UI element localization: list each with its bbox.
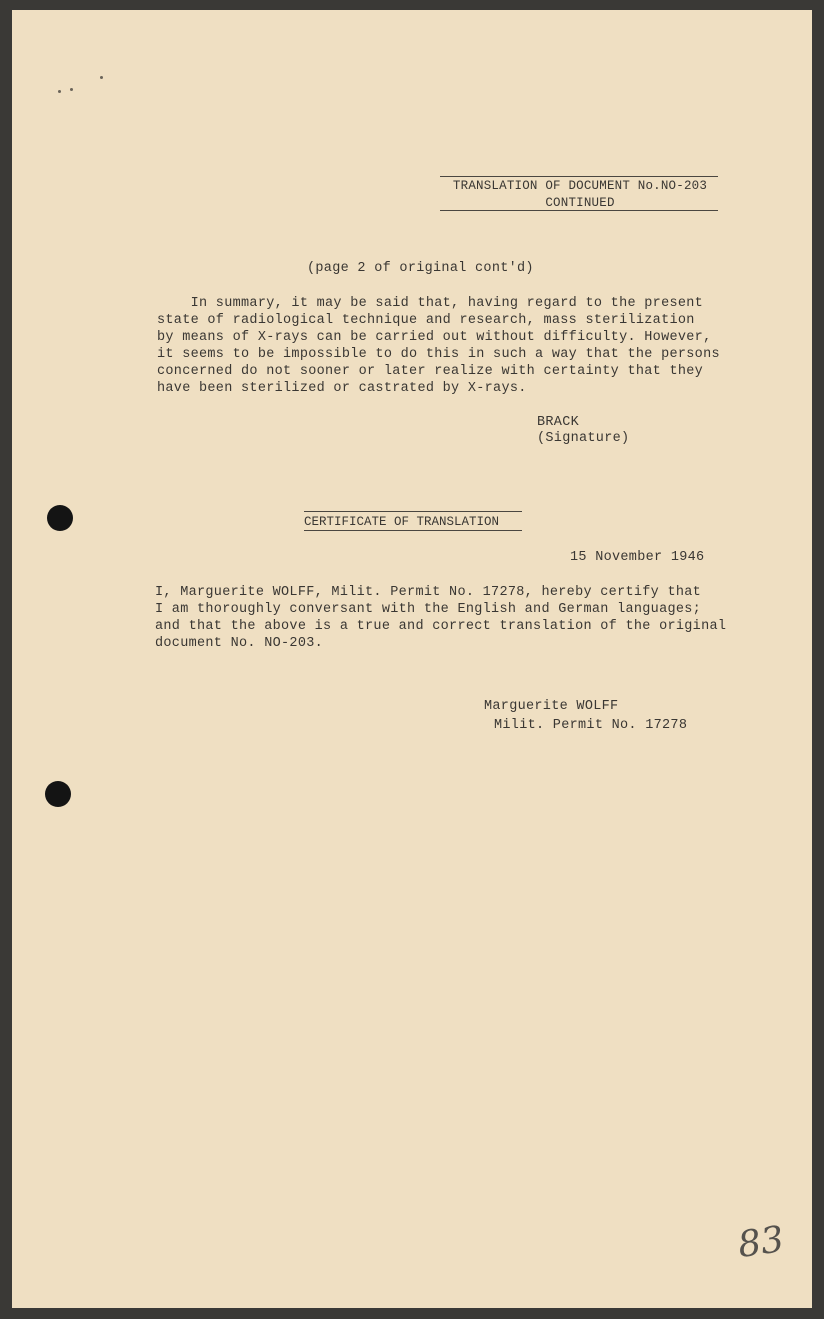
certificate-line: I, Marguerite WOLFF, Milit. Permit No. 17278, hereby certify that: [155, 585, 702, 600]
page-number: 83: [735, 1219, 787, 1266]
certificate-line: and that the above is a true and correct translation of the original: [155, 619, 727, 634]
hole-punch: [45, 781, 71, 807]
document-title: TRANSLATION OF DOCUMENT No.NO-203: [452, 179, 708, 193]
certificate-date: 15 November 1946: [570, 550, 705, 565]
body-line: state of radiological technique and research, mass sterilization: [157, 313, 695, 328]
page-note: (page 2 of original cont'd): [307, 261, 534, 276]
paper-speck: [70, 88, 73, 91]
header-rule-top: [440, 176, 718, 177]
signature-label: (Signature): [537, 431, 630, 446]
certificate-line: I am thoroughly conversant with the English and German languages;: [155, 602, 702, 617]
signature-name: BRACK: [537, 415, 580, 430]
certificate-line: document No. NO-203.: [155, 636, 324, 651]
body-line: In summary, it may be said that, having regard to the present: [157, 296, 704, 311]
translator-name: Marguerite WOLFF: [484, 699, 619, 714]
paper-speck: [58, 90, 61, 93]
body-line: concerned do not sooner or later realize with certainty that they: [157, 364, 704, 379]
certificate-title: CERTIFICATE OF TRANSLATION: [304, 515, 500, 529]
certificate-rule-top: [304, 511, 522, 512]
paper-speck: [100, 76, 103, 79]
hole-punch: [47, 505, 73, 531]
body-line: have been sterilized or castrated by X-rays.: [157, 381, 527, 396]
translator-permit: Milit. Permit No. 17278: [494, 718, 688, 733]
body-line: it seems to be impossible to do this in such a way that the persons: [157, 347, 720, 362]
document-page: [12, 10, 812, 1308]
body-line: by means of X-rays can be carried out without difficulty. However,: [157, 330, 712, 345]
header-rule-bottom: [440, 210, 718, 211]
certificate-rule-bottom: [304, 530, 522, 531]
document-subtitle: CONTINUED: [545, 196, 615, 210]
